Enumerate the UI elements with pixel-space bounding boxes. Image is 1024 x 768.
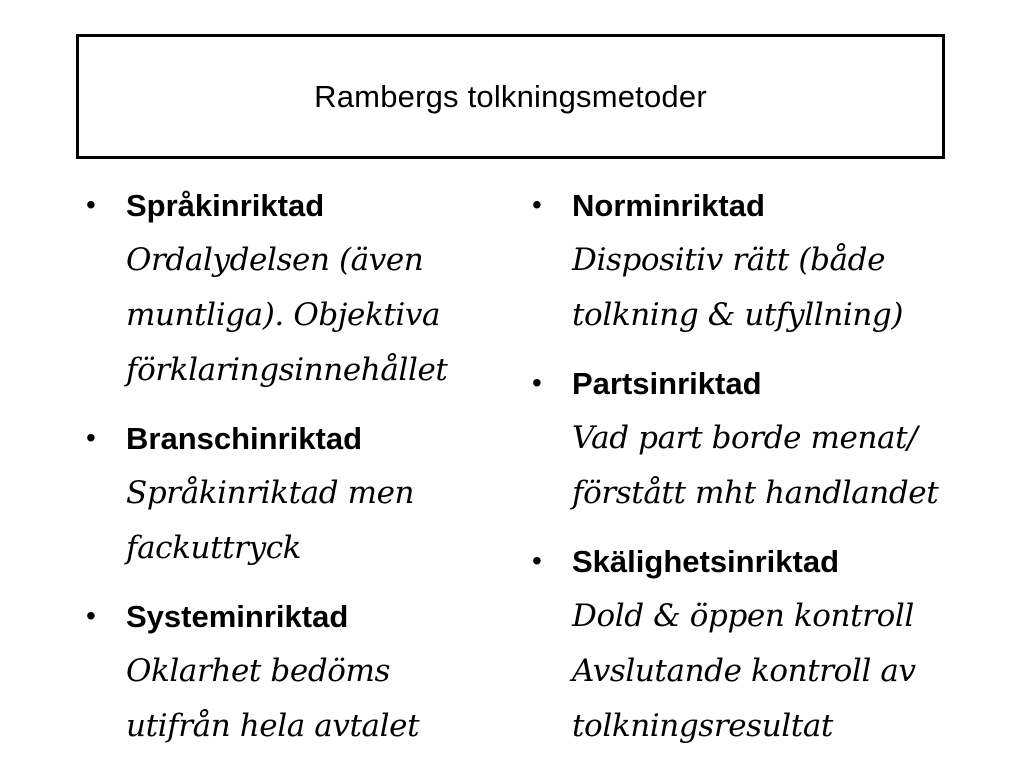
item-description: Ordalydelsen (även muntliga). Objektiva förklaringsinnehållet xyxy=(126,242,448,388)
right-bullet-list xyxy=(532,178,1002,767)
item-heading: Skälighetsinriktad xyxy=(572,544,840,579)
bullet-icon: • xyxy=(532,189,542,220)
item-description: Dispositiv rätt (både tolkning & utfyllning) xyxy=(572,242,904,333)
bullet-icon: • xyxy=(86,189,96,220)
bullet-icon: • xyxy=(532,367,542,398)
item-description: Vad part borde menat/ förstått mht handlandet xyxy=(572,420,939,511)
item-heading: Systeminriktad xyxy=(126,599,349,634)
list-item-norminriktad xyxy=(532,178,1002,343)
left-bullet-list xyxy=(86,178,506,767)
title-box xyxy=(76,34,945,159)
bullet-icon: • xyxy=(532,545,542,576)
item-heading: Språkinriktad xyxy=(126,188,325,223)
item-heading: Norminriktad xyxy=(572,188,765,223)
list-item-branschinriktad xyxy=(86,411,506,576)
bullet-icon: • xyxy=(86,600,96,631)
item-description: Dold & öppen kontroll Avslutande kontroll av tolkningsresultat xyxy=(572,598,916,744)
list-item-systeminriktad xyxy=(86,589,506,754)
list-item-sprakinriktad xyxy=(86,178,506,398)
list-item-partsinriktad xyxy=(532,356,1002,521)
item-description: Oklarhet bedöms utifrån hela avtalet xyxy=(126,653,420,744)
bullet-icon: • xyxy=(86,422,96,453)
item-heading: Partsinriktad xyxy=(572,366,762,401)
slide-title: Rambergs tolkningsmetoder xyxy=(314,78,707,114)
item-heading: Branschinriktad xyxy=(126,421,363,456)
list-item-skalighetsinriktad xyxy=(532,534,1002,754)
item-description: Språkinriktad men fackuttryck xyxy=(126,475,415,566)
